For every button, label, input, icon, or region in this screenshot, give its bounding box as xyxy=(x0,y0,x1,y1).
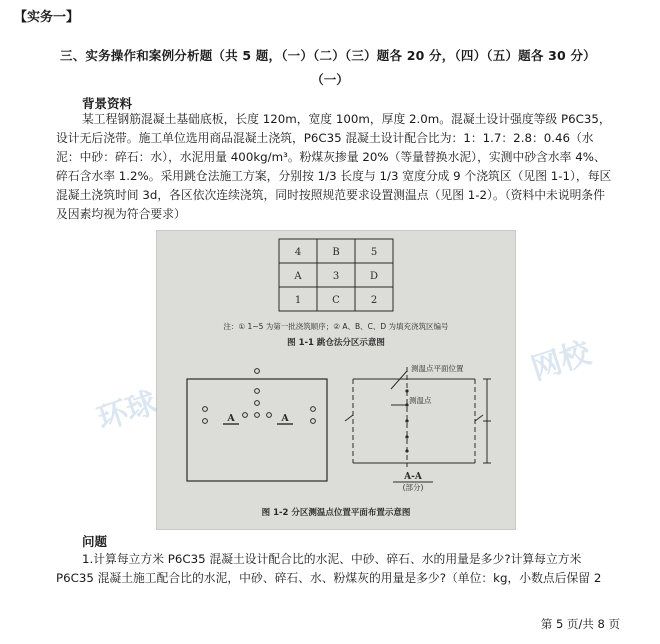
temperature-point-marker xyxy=(405,389,408,392)
section-mark-right: A xyxy=(281,413,289,424)
label-plane-position: 测温点平面位置 xyxy=(411,364,464,373)
temperature-point-marker xyxy=(405,419,408,422)
plan-view xyxy=(187,369,327,481)
watermark-logo-right: 网校 xyxy=(527,335,596,388)
figure-caption-1: 图 1-1 跳仓法分区示意图 xyxy=(287,338,385,348)
grid-cell-label: 4 xyxy=(294,247,302,258)
background-text: 某工程钢筋混凝土基础底板，长度 120m，宽度 100m，厚度 2.0m。混凝土设计强度等级 P6C35，设计无后浇带。施工单位选用商品混凝土浇筑，P6C35 混凝土设计配合比为：1：1.7：2.8：0.46（水泥：中砂：碎石：水），水泥用量 400kg/m³。粉煤灰掺量 20%（等量替换水泥），实测中砂含水率 4%、碎石含水率 1.2%。采用跳仓法施工方案，分别按 1/3 长度与 1/3 宽度分成 9 个浇筑区（见图 1-1），每区混凝土浇筑时间 3d，各区依次连续浇筑，同时按照规范要求设置测温点（见图 1-2）。（资料中未说明条件及因素均视为符合要求） xyxy=(56,112,612,221)
figure-drawing xyxy=(157,231,515,529)
question-text: 1.计算每立方米 P6C35 混凝土设计配合比的水泥、中砂、碎石、水的用量是多少?计算每立方米 P6C35 混凝土施工配合比的水泥，中砂、碎石、水、粉煤灰的用量是多少?（单位：kg，小数点后保留 2 xyxy=(56,552,602,585)
section-title: A-A xyxy=(404,472,422,482)
exam-tag: 【实务一】 xyxy=(14,10,80,25)
grid-cell-label: 2 xyxy=(370,295,378,306)
temperature-point-marker xyxy=(405,435,408,438)
grid-cell-label: C xyxy=(332,295,340,306)
section-heading: 三、实务操作和案例分析题（共 5 题，（一）（二）（三）题各 20 分，（四）（五）题各 30 分） xyxy=(60,48,596,63)
figure-photo xyxy=(156,230,516,530)
page-footer: 第 5 页/共 8 页 xyxy=(540,617,620,631)
temperature-point-marker xyxy=(405,449,408,452)
question-label: 问题 xyxy=(82,534,108,549)
section-view xyxy=(345,367,491,467)
label-temperature-point: 测温点 xyxy=(409,396,432,405)
figure-note: 注：① 1~5 为第一批浇筑顺序；② A、B、C、D 为填充浇筑区编号 xyxy=(223,322,449,331)
figure-caption-2: 图 1-2 分区测温点位置平面布置示意图 xyxy=(261,508,411,518)
section-mark-left: A xyxy=(227,413,235,424)
background-label: 背景资料 xyxy=(82,96,133,111)
grid-cell-label: 5 xyxy=(370,247,378,258)
watermark-logo-left: 环球 xyxy=(93,385,162,438)
grid-cell-label: 1 xyxy=(294,295,302,306)
grid-cell-label: D xyxy=(369,271,379,282)
grid-cell-label: A xyxy=(294,271,302,282)
case-number: （一） xyxy=(311,72,349,87)
grid-cell-label: B xyxy=(332,247,340,258)
section-subtitle: (部分) xyxy=(402,483,424,492)
temperature-point-markers xyxy=(203,369,316,424)
grid-cell-label: 3 xyxy=(332,271,340,282)
